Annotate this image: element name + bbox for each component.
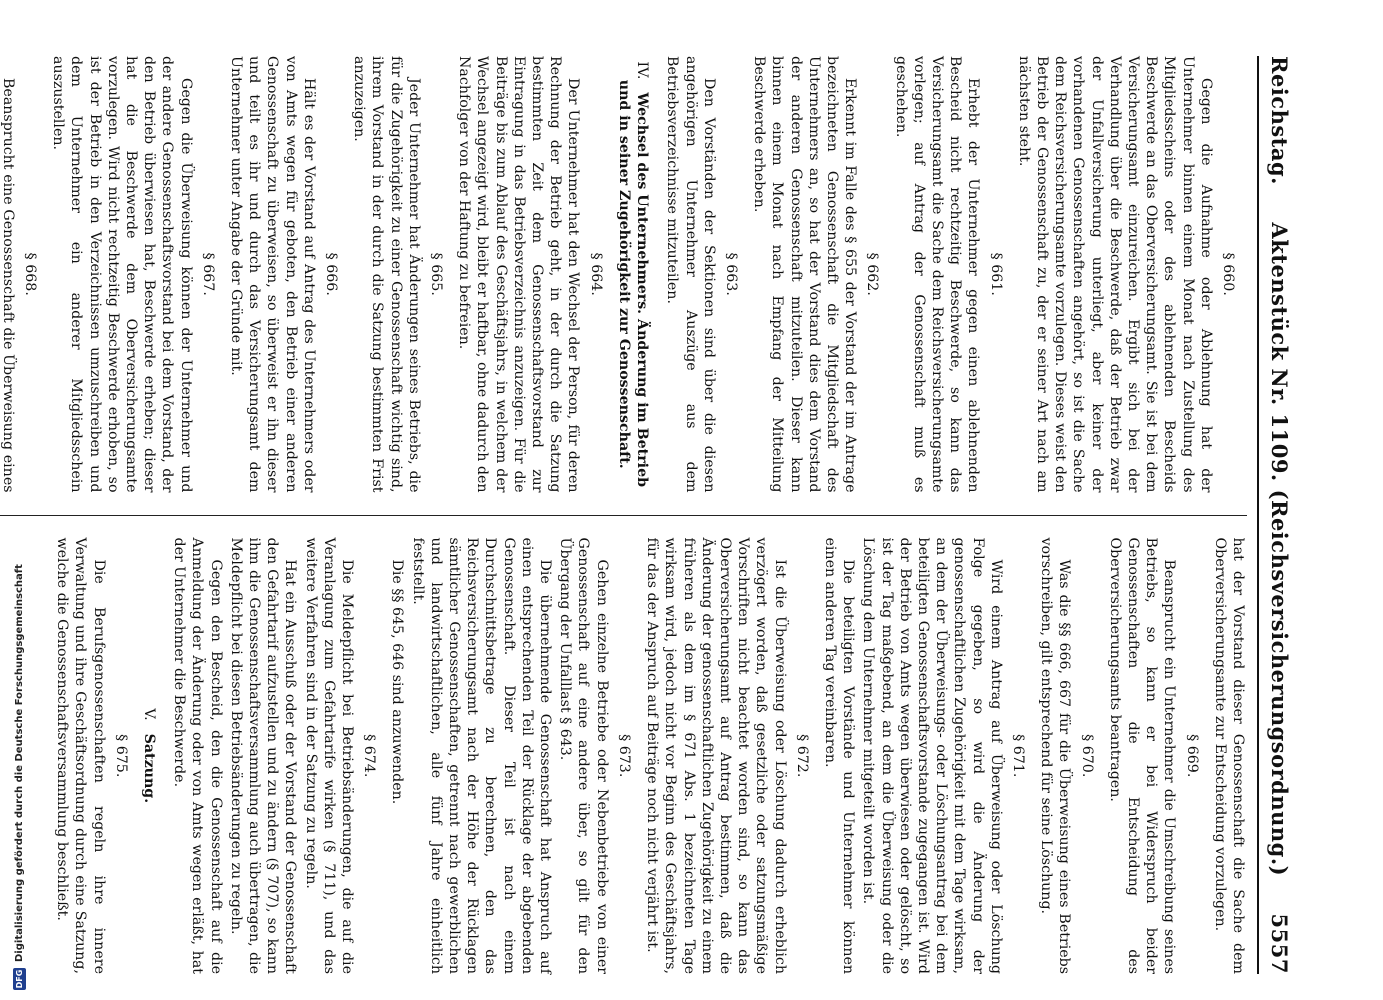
section-label-675: § 675.	[112, 734, 129, 778]
section-text-663: Den Vorständen der Sektionen sind über die diesen angehörigen Unternehmer Auszüge aus dem Betriebsverzeichnisse mitzuteilen.	[664, 56, 717, 493]
section-text-673-3: Die §§ 645, 646 sind anzuwenden.	[389, 559, 406, 805]
section-label-667: § 667.	[199, 252, 216, 296]
section-text-672: Ist die Überweisung oder Löschung dadurch erheblich verzögert worden, daß gesetzliche oder satzungsmäßige Vorschriften nicht beachtet worden sind, so kann das Oberversicherungsamt auf Antrag bestimmen, daß die Änderung der genossenschaftlichen Zugehörigkeit zu einem früheren als dem im § 671 Abs. 1 bezeichneten Tage wirksam wird, jedoch nicht vor Beginn des Geschäftsjahrs, für das der Anspruch auf Beiträge noch nicht verjährt ist.	[644, 537, 788, 974]
section-label-669: § 669.	[1183, 734, 1200, 778]
section-text-674-3: Gegen den Bescheid, den die Genossenschaft auf die Anmeldung der Änderung oder von Amts wegen erläßt, hat der Unternehmer die Beschwerde.	[171, 537, 224, 974]
section-label-661: § 661.	[987, 252, 1004, 296]
section-text-673-2: Die übernehmende Genossenschaft hat Anspruch auf einen entsprechenden Teil der Rücklage der abgebenden Genossenschaft. Dieser Teil ist nach einem Durchschnittsbetrage zu berechnen, den das Reichsversicherungsamt nach der Höhe der Rücklagen sämtlicher Genossenschaften, getrennt nach gewerblichen und landwirtschaftlichen, alle fünf Jahre einheitlich feststellt.	[409, 537, 554, 974]
section-text-667: Gegen die Überweisung können der Unternehmer und der andere Genossenschaftsvorstand bei dem Vorstand, der den Betrieb überwiesen hat, Beschwerde erheben; dieser hat die Beschwerde dem Oberversicherungsamte vorzulegen. Wird nicht rechtzeitig Beschwerde erhoben, so ist der Betrieb in den Verzeichnissen umzuschreiben und dem Unternehmer ein anderer Mitgliedsschein auszustellen.	[50, 56, 194, 493]
left-column	[0, 56, 1247, 516]
section-label-664: § 664.	[587, 252, 604, 296]
section-text-673: Gehen einzelne Betriebe oder Nebenbetriebe von einer Genossenschaft auf eine andere über, so gilt für den Übergang der Unfalllast § 643.	[557, 537, 610, 974]
section-label-665: § 665.	[428, 252, 445, 296]
continued-text: hat der Vorstand dieser Genossenschaft die Sache dem Oberversicherungsamte zur Entscheidung vorzulegen.	[1211, 537, 1246, 974]
section-text-670: Was die §§ 666, 667 für die Überweisung eines Betriebs vorschreiben, gilt entsprechend für seine Löschung.	[1038, 537, 1073, 974]
section-text-661: Erhebt der Unternehmer gegen einen ablehnenden Bescheid nicht rechtzeitig Beschwerde, so kann das Versicherungsamt die Sache dem Reichsversicherungsamte vorlegen; auf Antrag der Genossenschaft muß es geschehen.	[892, 56, 982, 493]
section-label-671: § 671.	[1009, 734, 1026, 778]
section-text-674: Die Meldepflicht bei Betriebsänderungen, die auf die Veranlagung zum Gefahrtarife wirken (§ 711), und das weitere Verfahren sind in der Satzung zu regeln.	[302, 537, 356, 974]
section-label-660: § 660.	[1220, 252, 1236, 296]
dfg-logo-icon: DFG	[14, 969, 24, 989]
credit-text: Digitalisierung gefördert durch die Deutsche Forschungsgemeinschaft	[13, 564, 25, 962]
chapter-title: Satzung.	[141, 733, 158, 804]
header-left: Reichstag.	[1267, 56, 1292, 185]
section-label-666: § 666.	[323, 252, 340, 296]
page-header	[1257, 56, 1292, 974]
section-label-663: § 663.	[722, 252, 739, 296]
chapter-number: IV.	[634, 61, 651, 80]
section-text-671: Wird einem Antrag auf Überweisung oder Löschung Folge gegeben, so wird die Änderung der genossenschaftlichen Zugehörigkeit mit dem Tage wirksam, an dem der Überweisungs- oder Löschungsantrag bei dem beteiligten Genossenschaftsvorstande zugegangen ist. Wird der Betrieb von Amts wegen überwiesen oder gelöscht, so ist der Tag maßgebend, an dem die Überweisung oder die Löschung dem Unternehmer mitgeteilt worden ist.	[860, 537, 1004, 974]
header-title	[1267, 185, 1292, 914]
section-label-670: § 670.	[1078, 734, 1095, 778]
section-text-666: Hält es der Vorstand auf Antrag des Unternehmers oder von Amts wegen für geboten, den Betrieb einer anderen Genossenschaft zu überweisen, so überweist er ihn dieser und teilt es ihr und durch das Versicherungsamt dem Unternehmer unter Angabe der Gründe mit.	[228, 56, 317, 493]
section-text-660: Gegen die Aufnahme oder Ablehnung hat der Unternehmer binnen einem Monat nach Zustellung des Mitgliedsscheins oder des ablehnenden Bescheids Beschwerde an das Oberversicherungsamt. Sie ist bei dem Versicherungsamt einzureichen. Ergibt sich bei der Verhandlung über die Beschwerde, daß der Betrieb zwar der Unfallversicherung unterliegt, aber keiner der vorhandenen Genossenschaften angehört, so ist die Sache dem Reichsversicherungsamte vorzulegen. Dieses weist den Betrieb der Genossenschaft zu, der er seiner Art nach am nächsten steht.	[1015, 56, 1214, 493]
digitization-credit	[8, 5, 30, 990]
section-text-671-2: Die beteiligten Vorstände und Unternehmer können einen anderen Tag vereinbaren.	[821, 537, 857, 974]
section-text-664: Der Unternehmer hat den Wechsel der Person, für deren Rechnung der Betrieb geht, in der durch die Satzung bestimmten Zeit dem Genossenschaftsvorstand zur Eintragung in das Betriebsverzeichnis anzuzeigen. Für die Beiträge bis zum Ablauf des Geschäftsjahrs, in welchem der Wechsel angezeigt wird, bleibt er haftbar, ohne dadurch den Nachfolger von der Haftung zu befreien.	[456, 56, 582, 493]
section-label-672: § 672.	[793, 734, 810, 778]
section-text-674-2: Hat ein Ausschuß oder der Vorstand der Genossenschaft den Gefahrtarif aufzustellen und zu ändern (§ 707), so kann ihm die Genossenschaftsversammlung auch übertragen, die Meldepflicht bei diesen Betriebsänderungen zu regeln.	[227, 537, 299, 974]
chapter-heading-v	[140, 538, 158, 975]
section-text-675: Die Berufsgenossenschaften regeln ihre innere Verwaltung und ihre Geschäftsordnung durch eine Satzung, welche die Genossenschaftsversammlung beschließt.	[54, 537, 107, 974]
section-label-668: § 668.	[22, 252, 39, 296]
chapter-title: Wechsel des Unternehmers. Änderung im Betrieb und in seiner Zugehörigkeit zur Genossenschaft.	[615, 79, 651, 488]
header-law-title: (Reichsversicherungsordnung.)	[1267, 489, 1292, 877]
section-text-668: Beansprucht eine Genossenschaft die Überweisung eines	[0, 78, 16, 493]
text-columns	[0, 56, 1247, 974]
right-column	[0, 538, 1247, 975]
section-text-669: Beansprucht ein Unternehmer die Umschreibung seines Betriebs, so kann er bei Widerspruch beider Genossenschaften die Entscheidung des Oberversicherungsamts beantragen.	[1106, 537, 1178, 974]
page-number: 5557	[1267, 913, 1292, 974]
section-text-662: Erkennt im Falle des § 655 der Vorstand der im Antrage bezeichneten Genossenschaft die Mitgliedschaft des Unternehmers an, so hat der Vorstand dies dem Vorstand der anderen Genossenschaft mitzuteilen. Dieser kann binnen einem Monat nach Empfang der Mitteilung Beschwerde erheben.	[751, 56, 859, 493]
header-document-number: Aktenstück Nr. 1109.	[1267, 222, 1292, 482]
section-label-662: § 662.	[864, 252, 881, 296]
chapter-number: V.	[141, 708, 158, 721]
chapter-heading-iv	[615, 56, 651, 493]
section-text-665: Jeder Unternehmer hat Änderungen seines Betriebs, die für die Zugehörigkeit zu einer Genossenschaft wichtig sind, ihrem Vorstand in der durch die Satzung bestimmten Frist anzuzeigen.	[351, 56, 422, 493]
section-label-674: § 674.	[361, 734, 378, 778]
section-label-673: § 673.	[615, 734, 632, 778]
